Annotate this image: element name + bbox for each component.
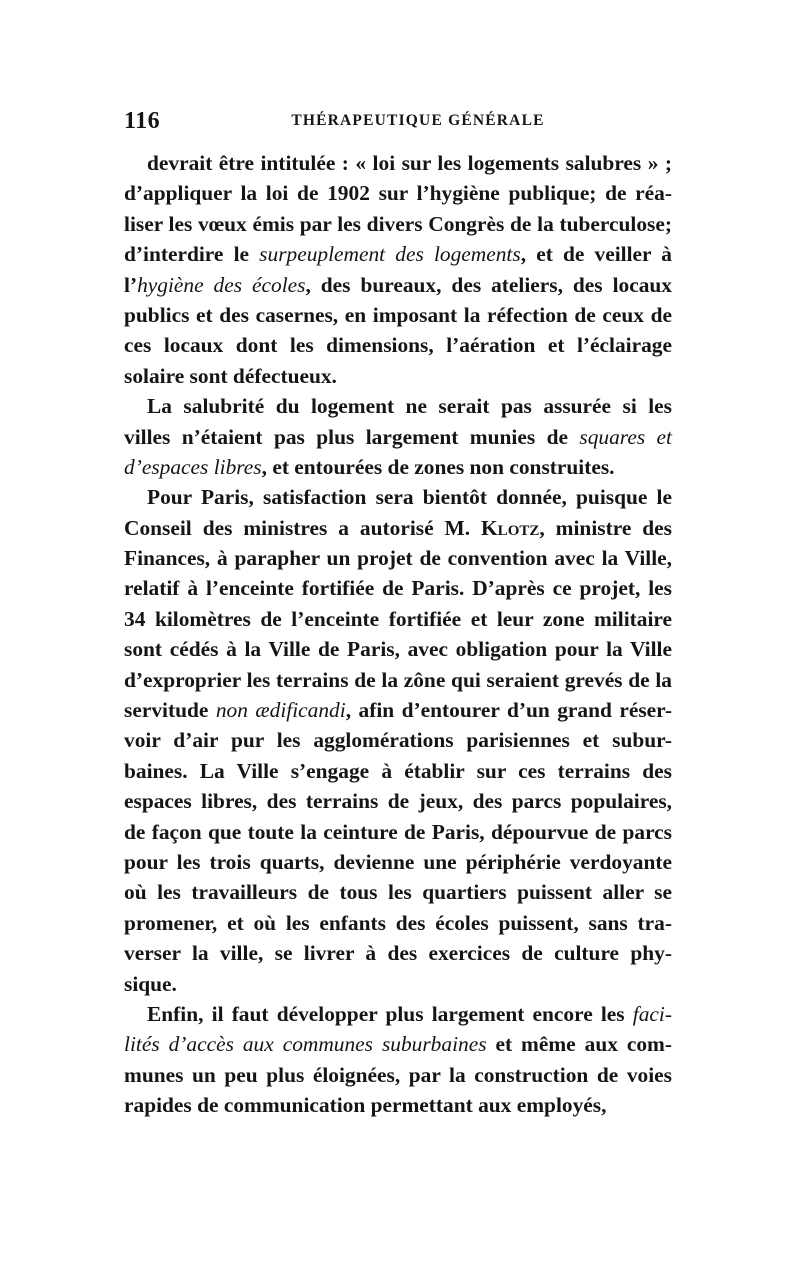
text-segment: Enfin, il faut développer plus largement encore les — [147, 1001, 633, 1026]
text-line — [124, 452, 672, 482]
text-line — [124, 1090, 672, 1120]
italic-text: non ædificandi — [215, 698, 346, 723]
body-text — [124, 148, 672, 1121]
text-segment: d’exproprier les terrains de la zône qui seraient grevés de la — [124, 667, 672, 692]
text-segment: relatif à l’enceinte fortifiée de Paris. D’après ce projet, les — [124, 576, 672, 601]
text-line — [124, 543, 672, 573]
paragraph — [124, 148, 672, 391]
text-line — [124, 391, 672, 421]
text-segment: rapides de communication permettant aux employés, — [124, 1093, 607, 1118]
text-segment: espaces libres, des terrains de jeux, des parcs populaires, — [124, 789, 672, 814]
text-line — [124, 1060, 672, 1090]
page-number: 116 — [124, 108, 161, 134]
paragraph — [124, 482, 672, 999]
text-line — [124, 178, 672, 208]
text-segment: pour les trois quarts, devienne une périphérie verdoyante — [124, 849, 672, 874]
text-segment: devrait être intitulée : « loi sur les logements salubres » ; — [147, 151, 672, 175]
text-segment: , et de veiller à — [520, 242, 672, 267]
text-line — [124, 604, 672, 634]
text-segment: et même aux com- — [486, 1032, 672, 1057]
text-line — [124, 665, 672, 695]
text-line — [124, 817, 672, 847]
text-segment: , des bureaux, des ateliers, des locaux — [305, 272, 673, 297]
text-line — [124, 847, 672, 877]
text-segment: , ministre des — [539, 515, 672, 540]
text-line — [124, 330, 672, 360]
text-segment: verser la ville, se livrer à des exercices de culture phy- — [124, 941, 672, 966]
text-segment: Conseil des ministres a autorisé M. — [124, 515, 482, 540]
text-line — [124, 786, 672, 816]
paragraph — [124, 391, 672, 482]
text-line — [124, 938, 672, 968]
running-head — [124, 104, 672, 138]
italic-text: squares et — [579, 424, 672, 449]
text-line — [124, 695, 672, 725]
text-line — [124, 756, 672, 786]
text-segment: où les travailleurs de tous les quartiers puissent aller se — [124, 880, 672, 905]
text-line — [124, 270, 672, 300]
paragraph — [124, 999, 672, 1121]
text-segment: d’appliquer la loi de 1902 sur l’hygiène publique; de réa- — [124, 181, 672, 206]
text-segment: d’interdire le — [124, 242, 260, 267]
italic-text: surpeuplement des logements — [259, 242, 521, 267]
running-title: THÉRAPEUTIQUE GÉNÉRALE — [291, 112, 545, 129]
text-segment: publics et des casernes, en imposant la réfection de ceux de — [124, 302, 672, 327]
text-line — [124, 482, 672, 512]
text-line — [124, 725, 672, 755]
text-segment: servitude — [124, 698, 216, 723]
text-segment: baines. La Ville s’engage à établir sur ces terrains des — [124, 758, 672, 783]
text-segment: Pour Paris, satisfaction sera bientôt donnée, puisque le — [147, 485, 672, 510]
text-segment: sont cédés à la Ville de Paris, avec obligation pour la Ville — [124, 637, 672, 662]
text-segment: munes un peu plus éloignées, par la construction de voies — [124, 1062, 672, 1087]
text-segment: , afin d’entourer d’un grand réser- — [345, 698, 672, 723]
text-line — [124, 999, 672, 1029]
small-caps-text: Klotz — [481, 515, 540, 540]
text-segment: villes n’étaient pas plus largement munies de — [124, 424, 580, 449]
text-line — [124, 361, 672, 391]
italic-text: hygiène des écoles — [137, 272, 306, 297]
text-segment: l’ — [124, 272, 138, 297]
text-segment: 34 kilomètres de l’enceinte fortifiée et leur zone militaire — [124, 606, 672, 631]
text-segment: solaire sont défectueux. — [124, 363, 337, 388]
italic-text: lités d’accès aux communes suburbaines — [124, 1032, 487, 1057]
text-segment: de façon que toute la ceinture de Paris, dépourvue de parcs — [124, 819, 672, 844]
text-segment: promener, et où les enfants des écoles puissent, sans tra- — [124, 910, 672, 935]
text-segment: , et entourées de zones non construites. — [261, 454, 615, 479]
text-line — [124, 908, 672, 938]
italic-text: faci- — [632, 1001, 672, 1026]
italic-text: d’espaces libres — [124, 454, 262, 479]
text-line — [124, 969, 672, 999]
text-line — [124, 148, 672, 178]
text-line — [124, 209, 672, 239]
text-segment: Finances, à parapher un projet de convention avec la Ville, — [124, 546, 672, 571]
text-line — [124, 239, 672, 269]
text-line — [124, 634, 672, 664]
text-line — [124, 300, 672, 330]
text-line — [124, 1029, 672, 1059]
text-line — [124, 573, 672, 603]
text-line — [124, 422, 672, 452]
text-line — [124, 877, 672, 907]
text-segment: ces locaux dont les dimensions, l’aération et l’éclairage — [124, 333, 672, 358]
text-segment: sique. — [124, 971, 177, 996]
text-segment: La salubrité du logement ne serait pas assurée si les — [147, 394, 672, 419]
text-segment: liser les vœux émis par les divers Congrès de la tuberculose; — [124, 211, 672, 236]
text-line — [124, 513, 672, 543]
text-segment: voir d’air pur les agglomérations parisiennes et subur- — [124, 728, 672, 753]
